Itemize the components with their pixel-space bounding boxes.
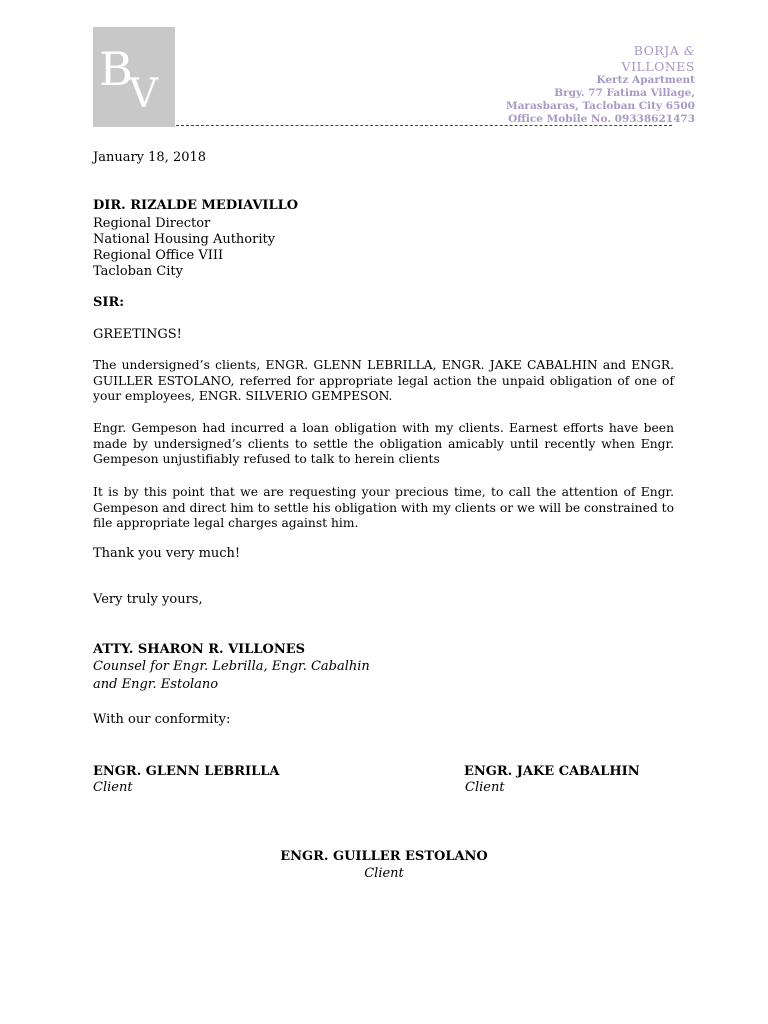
recipient-agency: National Housing Authority	[93, 232, 276, 247]
greeting: GREETINGS!	[93, 327, 182, 342]
recipient-office: Regional Office VIII	[93, 248, 224, 263]
thanks-line: Thank you very much!	[93, 546, 241, 561]
recipient-title: Regional Director	[93, 216, 211, 231]
logo-monogram	[93, 27, 175, 127]
logo-letter-v: V	[129, 71, 158, 117]
letter-date: January 18, 2018	[93, 150, 207, 165]
firm-name-borja: BORJA	[633, 43, 680, 58]
firm-address-line1: Kertz Apartment	[596, 74, 695, 86]
recipient-city: Tacloban City	[93, 264, 183, 279]
signatory-role-line1: Counsel for Engr. Lebrilla, Engr. Cabalhin	[93, 659, 370, 674]
signatory-name: ATTY. SHARON R. VILLONES	[93, 642, 306, 657]
body-paragraph-1: The undersigned’s clients, ENGR. GLENN LEBRILLA, ENGR. JAKE CABALHIN and ENGR. GUILLER ESTOLANO, referred for appropriate legal action the unpaid obligation of one of your employees, ENGR. SILVERIO GEMPESON.	[93, 358, 674, 404]
firm-name-line1	[506, 43, 695, 59]
firm-address-line2: Brgy. 77 Fatima Village,	[554, 87, 695, 99]
logo-letter-b: B	[99, 42, 133, 96]
firm-address-line3: Marasbaras, Tacloban City 6500	[506, 100, 695, 112]
conformity-label: With our conformity:	[93, 712, 231, 727]
client-role-cabalhin: Client	[465, 780, 505, 795]
firm-logo	[93, 27, 175, 127]
firm-ampersand: &	[683, 44, 695, 58]
client-role-lebrilla: Client	[93, 780, 133, 795]
salutation: SIR:	[93, 295, 125, 310]
firm-mobile: Office Mobile No. 09338621473	[508, 113, 695, 125]
client-name-cabalhin: ENGR. JAKE CABALHIN	[464, 764, 640, 779]
client-name-lebrilla: ENGR. GLENN LEBRILLA	[93, 764, 280, 779]
firm-letterhead	[506, 43, 695, 126]
signatory-role-line2: and Engr. Estolano	[93, 677, 219, 692]
firm-name-line2: VILLONES	[621, 59, 695, 74]
letterhead-divider	[176, 125, 672, 126]
client-role-estolano: Client	[364, 866, 404, 881]
client-name-estolano: ENGR. GUILLER ESTOLANO	[280, 849, 488, 864]
body-paragraph-2: Engr. Gempeson had incurred a loan obligation with my clients. Earnest efforts have been made by undersigned’s clients to settle the obligation amicably until recently when Engr. Gempeson unjustifiably refused to talk to herein clients	[93, 421, 674, 467]
closing-line: Very truly yours,	[93, 592, 203, 607]
recipient-name: DIR. RIZALDE MEDIAVILLO	[93, 198, 299, 213]
body-paragraph-3: It is by this point that we are requesting your precious time, to call the attention of Engr. Gempeson and direct him to settle his obligation with my clients or we will be constrained to file appropriate legal charges against him.	[93, 485, 674, 531]
